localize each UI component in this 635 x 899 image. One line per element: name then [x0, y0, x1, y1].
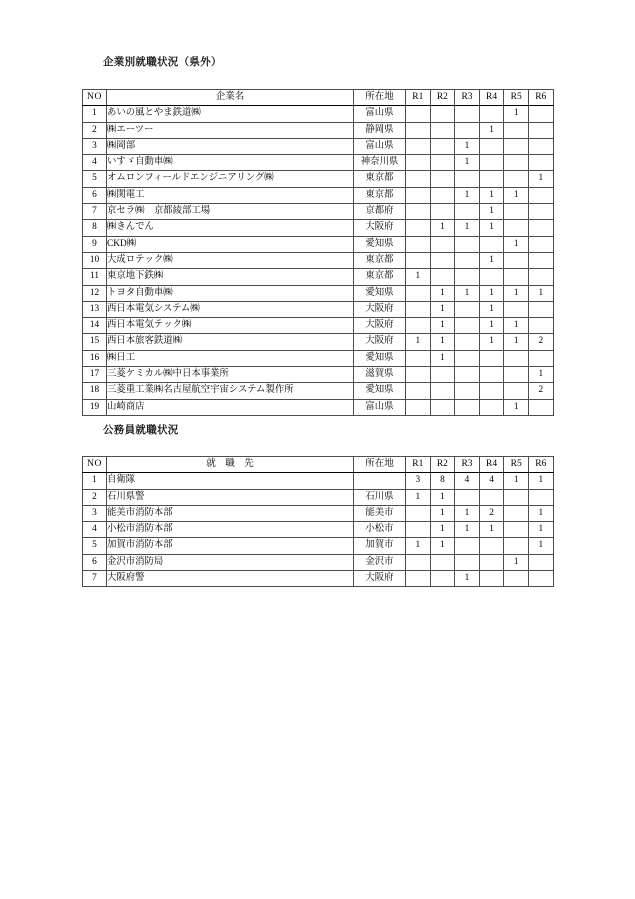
cell-r5 — [504, 252, 529, 268]
cell-no: 4 — [83, 522, 107, 538]
cell-no: 7 — [83, 571, 107, 587]
cell-r6 — [528, 236, 553, 252]
cell-r5 — [504, 301, 529, 317]
cell-name: 西日本電気システム㈱ — [107, 301, 354, 317]
cell-name: 西日本旅客鉄道㈱ — [107, 334, 354, 350]
cell-r6 — [528, 252, 553, 268]
cell-r5 — [504, 383, 529, 399]
cell-r4 — [479, 269, 504, 285]
section-title-public-servant: 公務員就職状況 — [103, 424, 179, 436]
cell-location: 石川県 — [354, 489, 406, 505]
cell-r1 — [406, 155, 431, 171]
table-header-row — [83, 457, 554, 473]
table-row — [83, 138, 554, 154]
public-servant-table-body — [83, 473, 554, 587]
cell-no: 1 — [83, 473, 107, 489]
corporate-table-body — [83, 106, 554, 416]
cell-r6 — [528, 571, 553, 587]
cell-r4: 1 — [479, 204, 504, 220]
table-row — [83, 122, 554, 138]
cell-no: 6 — [83, 554, 107, 570]
cell-r1: 3 — [406, 473, 431, 489]
public-servant-employment-table — [82, 456, 554, 587]
cell-r5 — [504, 138, 529, 154]
cell-r4: 1 — [479, 252, 504, 268]
cell-location — [354, 473, 406, 489]
cell-no: 15 — [83, 334, 107, 350]
cell-location: 小松市 — [354, 522, 406, 538]
table-row — [83, 187, 554, 203]
cell-r3: 4 — [455, 473, 480, 489]
table-row — [83, 301, 554, 317]
cell-r4 — [479, 171, 504, 187]
cell-r3: 1 — [455, 522, 480, 538]
cell-r1 — [406, 383, 431, 399]
cell-r3 — [455, 106, 480, 122]
cell-location: 大阪府 — [354, 220, 406, 236]
cell-r5 — [504, 538, 529, 554]
cell-r2 — [430, 138, 455, 154]
cell-no: 13 — [83, 301, 107, 317]
cell-r4: 4 — [479, 473, 504, 489]
cell-location: 富山県 — [354, 106, 406, 122]
cell-r2: 1 — [430, 350, 455, 366]
cell-r1 — [406, 285, 431, 301]
cell-r1 — [406, 318, 431, 334]
cell-location: 愛知県 — [354, 350, 406, 366]
cell-name: ㈱岡部 — [107, 138, 354, 154]
cell-r5 — [504, 522, 529, 538]
table-row — [83, 522, 554, 538]
cell-r2 — [430, 106, 455, 122]
cell-r4: 1 — [479, 522, 504, 538]
cell-no: 14 — [83, 318, 107, 334]
cell-r6 — [528, 269, 553, 285]
table-row — [83, 269, 554, 285]
cell-r2 — [430, 383, 455, 399]
table-row — [83, 571, 554, 587]
cell-no: 11 — [83, 269, 107, 285]
cell-r6: 1 — [528, 505, 553, 521]
cell-name: ㈱きんでん — [107, 220, 354, 236]
cell-name: あいの風とやま鉄道㈱ — [107, 106, 354, 122]
cell-r3 — [455, 122, 480, 138]
cell-r2: 1 — [430, 334, 455, 350]
table-row — [83, 334, 554, 350]
cell-r3: 1 — [455, 505, 480, 521]
cell-name: 石川県警 — [107, 489, 354, 505]
cell-name: いすゞ自動車㈱ — [107, 155, 354, 171]
cell-r2 — [430, 554, 455, 570]
cell-r5: 1 — [504, 285, 529, 301]
cell-r3 — [455, 171, 480, 187]
cell-r4 — [479, 138, 504, 154]
cell-r2: 1 — [430, 301, 455, 317]
col-header-destination: 就 職 先 — [107, 457, 354, 473]
cell-location: 加賀市 — [354, 538, 406, 554]
cell-name: 三菱ケミカル㈱中日本事業所 — [107, 367, 354, 383]
cell-name: 小松市消防本部 — [107, 522, 354, 538]
cell-r3 — [455, 318, 480, 334]
cell-r6: 1 — [528, 473, 553, 489]
cell-no: 10 — [83, 252, 107, 268]
cell-r5 — [504, 171, 529, 187]
col-header-r5: R5 — [504, 457, 529, 473]
col-header-r1: R1 — [406, 457, 431, 473]
cell-name: 金沢市消防局 — [107, 554, 354, 570]
cell-r6 — [528, 318, 553, 334]
cell-r3 — [455, 269, 480, 285]
cell-location: 東京都 — [354, 252, 406, 268]
table-row — [83, 318, 554, 334]
cell-r2: 1 — [430, 318, 455, 334]
cell-r1 — [406, 204, 431, 220]
table-row — [83, 155, 554, 171]
cell-location: 富山県 — [354, 399, 406, 415]
cell-r6: 1 — [528, 171, 553, 187]
cell-name: 京セラ㈱ 京都綾部工場 — [107, 204, 354, 220]
table-row — [83, 220, 554, 236]
cell-name: 加賀市消防本部 — [107, 538, 354, 554]
corporate-employment-table — [82, 89, 554, 416]
col-header-r3: R3 — [455, 457, 480, 473]
cell-name: 大成ロテック㈱ — [107, 252, 354, 268]
table-row — [83, 489, 554, 505]
cell-r1: 1 — [406, 269, 431, 285]
cell-r3 — [455, 538, 480, 554]
cell-r3 — [455, 301, 480, 317]
cell-location: 滋賀県 — [354, 367, 406, 383]
cell-r1 — [406, 350, 431, 366]
cell-r5: 1 — [504, 106, 529, 122]
cell-name: 大阪府警 — [107, 571, 354, 587]
cell-r4: 1 — [479, 318, 504, 334]
col-header-r4: R4 — [479, 457, 504, 473]
cell-r5 — [504, 571, 529, 587]
cell-r1 — [406, 367, 431, 383]
cell-r3: 1 — [455, 285, 480, 301]
cell-r2: 1 — [430, 522, 455, 538]
cell-name: 能美市消防本部 — [107, 505, 354, 521]
cell-no: 16 — [83, 350, 107, 366]
col-header-no: NO — [83, 457, 107, 473]
cell-no: 5 — [83, 171, 107, 187]
cell-r5: 1 — [504, 236, 529, 252]
cell-r1 — [406, 399, 431, 415]
cell-r3 — [455, 367, 480, 383]
cell-r5: 1 — [504, 187, 529, 203]
col-header-r6: R6 — [528, 90, 553, 106]
cell-location: 大阪府 — [354, 334, 406, 350]
public-servant-table-wrap — [82, 456, 554, 587]
cell-r4: 1 — [479, 122, 504, 138]
cell-r5 — [504, 350, 529, 366]
cell-location: 京都府 — [354, 204, 406, 220]
cell-r4 — [479, 155, 504, 171]
table-row — [83, 399, 554, 415]
cell-r3 — [455, 334, 480, 350]
table-row — [83, 204, 554, 220]
cell-r2 — [430, 399, 455, 415]
cell-r5 — [504, 122, 529, 138]
cell-name: 自衛隊 — [107, 473, 354, 489]
cell-r6: 2 — [528, 334, 553, 350]
cell-r6: 1 — [528, 522, 553, 538]
cell-r1 — [406, 220, 431, 236]
cell-r6: 1 — [528, 538, 553, 554]
cell-no: 17 — [83, 367, 107, 383]
cell-r2 — [430, 171, 455, 187]
cell-location: 大阪府 — [354, 318, 406, 334]
cell-r2 — [430, 204, 455, 220]
cell-r1 — [406, 187, 431, 203]
table-row — [83, 106, 554, 122]
cell-r4: 1 — [479, 220, 504, 236]
cell-r4 — [479, 554, 504, 570]
cell-r2: 1 — [430, 538, 455, 554]
col-header-r1: R1 — [406, 90, 431, 106]
cell-location: 静岡県 — [354, 122, 406, 138]
cell-name: ㈱エーツー — [107, 122, 354, 138]
cell-no: 3 — [83, 505, 107, 521]
cell-r3: 1 — [455, 220, 480, 236]
cell-name: CKD㈱ — [107, 236, 354, 252]
table-row — [83, 505, 554, 521]
cell-no: 6 — [83, 187, 107, 203]
cell-no: 12 — [83, 285, 107, 301]
table-row — [83, 171, 554, 187]
cell-location: 東京都 — [354, 187, 406, 203]
cell-r4 — [479, 571, 504, 587]
cell-r4 — [479, 538, 504, 554]
cell-r2: 1 — [430, 489, 455, 505]
cell-r2: 1 — [430, 505, 455, 521]
cell-r6 — [528, 155, 553, 171]
cell-r2 — [430, 236, 455, 252]
cell-location: 東京都 — [354, 269, 406, 285]
cell-r2: 1 — [430, 220, 455, 236]
cell-r6: 1 — [528, 367, 553, 383]
cell-r3 — [455, 399, 480, 415]
cell-r4 — [479, 399, 504, 415]
cell-name: ㈱日工 — [107, 350, 354, 366]
cell-r1 — [406, 236, 431, 252]
cell-r2 — [430, 269, 455, 285]
cell-r1 — [406, 252, 431, 268]
cell-r4: 1 — [479, 334, 504, 350]
cell-name: 三菱重工業㈱名古屋航空宇宙システム製作所 — [107, 383, 354, 399]
cell-r3 — [455, 350, 480, 366]
cell-location: 金沢市 — [354, 554, 406, 570]
cell-r6 — [528, 204, 553, 220]
cell-r6 — [528, 220, 553, 236]
cell-name: 西日本電気テック㈱ — [107, 318, 354, 334]
cell-r2 — [430, 252, 455, 268]
cell-no: 18 — [83, 383, 107, 399]
cell-r4 — [479, 383, 504, 399]
cell-location: 大阪府 — [354, 571, 406, 587]
cell-r6 — [528, 106, 553, 122]
cell-r5: 1 — [504, 473, 529, 489]
cell-r1 — [406, 554, 431, 570]
cell-r4 — [479, 106, 504, 122]
col-header-location: 所在地 — [354, 90, 406, 106]
col-header-company: 企業名 — [107, 90, 354, 106]
col-header-r2: R2 — [430, 457, 455, 473]
table-row — [83, 252, 554, 268]
cell-r6 — [528, 399, 553, 415]
cell-r3 — [455, 489, 480, 505]
cell-r3: 1 — [455, 187, 480, 203]
cell-r3 — [455, 252, 480, 268]
cell-r3 — [455, 554, 480, 570]
cell-r6 — [528, 350, 553, 366]
cell-location: 愛知県 — [354, 383, 406, 399]
cell-r5 — [504, 505, 529, 521]
cell-r2: 1 — [430, 285, 455, 301]
cell-name: ㈱関電工 — [107, 187, 354, 203]
cell-location: 愛知県 — [354, 285, 406, 301]
cell-r6 — [528, 138, 553, 154]
cell-r5 — [504, 155, 529, 171]
cell-no: 2 — [83, 489, 107, 505]
cell-r4 — [479, 350, 504, 366]
table-row — [83, 538, 554, 554]
cell-location: 東京都 — [354, 171, 406, 187]
cell-r6 — [528, 489, 553, 505]
section-title-corporate: 企業別就職状況（県外） — [103, 56, 222, 68]
cell-r5: 1 — [504, 318, 529, 334]
cell-r3: 1 — [455, 155, 480, 171]
table-row — [83, 473, 554, 489]
cell-no: 19 — [83, 399, 107, 415]
cell-name: 山崎商店 — [107, 399, 354, 415]
cell-location: 大阪府 — [354, 301, 406, 317]
cell-r4: 1 — [479, 285, 504, 301]
cell-r5: 1 — [504, 554, 529, 570]
cell-no: 8 — [83, 220, 107, 236]
cell-name: オムロンフィールドエンジニアリング㈱ — [107, 171, 354, 187]
cell-no: 1 — [83, 106, 107, 122]
cell-r4 — [479, 367, 504, 383]
cell-r1 — [406, 138, 431, 154]
cell-r1: 1 — [406, 334, 431, 350]
cell-r1 — [406, 571, 431, 587]
col-header-r5: R5 — [504, 90, 529, 106]
cell-r3 — [455, 383, 480, 399]
cell-r1: 1 — [406, 538, 431, 554]
cell-no: 9 — [83, 236, 107, 252]
cell-location: 神奈川県 — [354, 155, 406, 171]
cell-r2 — [430, 155, 455, 171]
cell-no: 4 — [83, 155, 107, 171]
col-header-no: NO — [83, 90, 107, 106]
cell-r6 — [528, 554, 553, 570]
cell-no: 7 — [83, 204, 107, 220]
cell-name: トヨタ自動車㈱ — [107, 285, 354, 301]
cell-r6: 2 — [528, 383, 553, 399]
cell-name: 東京地下鉄㈱ — [107, 269, 354, 285]
cell-r1: 1 — [406, 489, 431, 505]
col-header-r6: R6 — [528, 457, 553, 473]
col-header-r3: R3 — [455, 90, 480, 106]
cell-r5 — [504, 220, 529, 236]
table-row — [83, 236, 554, 252]
cell-r5 — [504, 367, 529, 383]
cell-r2 — [430, 367, 455, 383]
cell-r2 — [430, 571, 455, 587]
cell-r1 — [406, 106, 431, 122]
table-row — [83, 285, 554, 301]
cell-no: 3 — [83, 138, 107, 154]
cell-r2 — [430, 187, 455, 203]
cell-r1 — [406, 505, 431, 521]
cell-r4: 1 — [479, 301, 504, 317]
cell-r4 — [479, 236, 504, 252]
cell-no: 2 — [83, 122, 107, 138]
cell-r4 — [479, 489, 504, 505]
cell-location: 能美市 — [354, 505, 406, 521]
cell-no: 5 — [83, 538, 107, 554]
cell-r4: 1 — [479, 187, 504, 203]
cell-r1 — [406, 122, 431, 138]
cell-r3: 1 — [455, 571, 480, 587]
cell-r3 — [455, 204, 480, 220]
cell-r1 — [406, 301, 431, 317]
cell-r6 — [528, 122, 553, 138]
col-header-location: 所在地 — [354, 457, 406, 473]
table-header-row — [83, 90, 554, 106]
col-header-r2: R2 — [430, 90, 455, 106]
cell-r5: 1 — [504, 334, 529, 350]
table-row — [83, 367, 554, 383]
col-header-r4: R4 — [479, 90, 504, 106]
cell-r5 — [504, 204, 529, 220]
table-row — [83, 350, 554, 366]
cell-r5 — [504, 489, 529, 505]
cell-r6 — [528, 187, 553, 203]
cell-location: 富山県 — [354, 138, 406, 154]
cell-r6: 1 — [528, 285, 553, 301]
cell-r1 — [406, 171, 431, 187]
cell-r5 — [504, 269, 529, 285]
cell-location: 愛知県 — [354, 236, 406, 252]
cell-r1 — [406, 522, 431, 538]
cell-r3 — [455, 236, 480, 252]
table-row — [83, 554, 554, 570]
cell-r2: 8 — [430, 473, 455, 489]
cell-r6 — [528, 301, 553, 317]
corporate-table-wrap — [82, 89, 554, 416]
cell-r4: 2 — [479, 505, 504, 521]
cell-r3: 1 — [455, 138, 480, 154]
cell-r5: 1 — [504, 399, 529, 415]
cell-r2 — [430, 122, 455, 138]
table-row — [83, 383, 554, 399]
